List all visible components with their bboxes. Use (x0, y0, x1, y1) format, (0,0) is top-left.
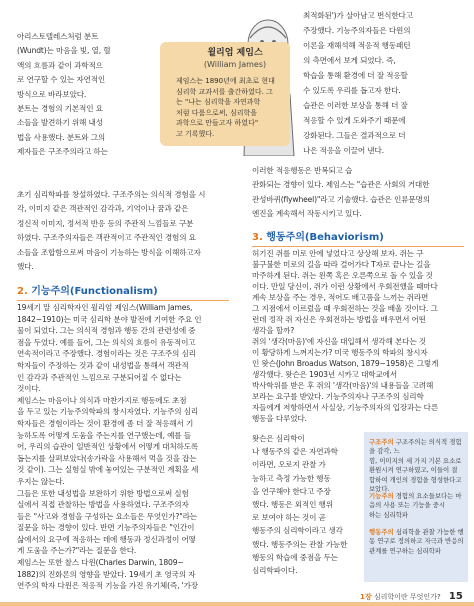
text-line: 1842~1910)는 미국 심리학 분야 발전에 기여한 주요 인 (17, 314, 202, 324)
text-line: 했다. 행동은 외적인 행위 (252, 500, 333, 510)
text-line: 것 같이). 그는 실험실 밖에 놓여있는 구분적인 계획을 세 (17, 465, 199, 475)
glossary-definition-line: 낌, 이미지의 세 가지 기본 요소로 (369, 456, 462, 465)
text-line: 우지는 않는다. (17, 476, 65, 486)
text-line: 인 감각과 주관적인 느낌으로 구분되어질 수 없다는 (17, 372, 182, 382)
text-line: 생각을 할까? (252, 326, 295, 335)
text-line: 행동주의 심리학이라고 생각 (252, 526, 343, 536)
text-line: 마주하게 된다. 쥐는 왼쪽 혹은 오른쪽으로 돌 수 있을 것 (252, 271, 433, 280)
glossary-definition-line: 관계를 연구하는 심리학파 (369, 546, 441, 555)
section-heading-functionalism (17, 282, 229, 301)
text-line: 정신적 이미지, 정서적 반응 등의 주관적 느낌들로 구분 (17, 218, 194, 228)
profile-line: 처럼 다룸으로써, 심리학을 (176, 108, 258, 117)
text-line: 분트는 경험의 기본적인 요 (17, 104, 103, 114)
text-line: 들은 "사고와 경험을 구성하는 요소들은 무엇인가?"라는 (17, 511, 197, 521)
body-text-right-top (303, 8, 465, 158)
text-line: 연속적이라고 주장했다. 경험이라는 것은 구조주의 심리 (17, 349, 196, 359)
profile-line: 제임스는 1890년에 최초로 현대 (176, 77, 275, 85)
text-line: 학자들이 주장하는 것과 같이 내성법을 통해서 객관적 (17, 360, 189, 370)
text-line: 을 두고 있는 기능주의학파의 창시자였다. 기능주의 심리 (17, 407, 199, 417)
text-line: 이 황당하게 느껴지는가? 미국 행동주의 학파의 창시자 (252, 348, 428, 357)
page-footer (360, 591, 463, 602)
text-line: 것이다. (17, 384, 41, 394)
text-line: 행동을 다루었다. (252, 414, 307, 423)
text-line: 학습을 통해 환경에 더 잘 적응할 (303, 71, 408, 80)
text-line: 행동의 학습에 중점을 두는 (252, 552, 338, 562)
text-line: 주장했다. 기능주의자들은 다윈의 (303, 26, 411, 35)
text-line: 연주의 학자 다윈은 적응적 기능을 가진 유기체(즉, '가장 (17, 581, 198, 591)
section-number: 2. (17, 286, 28, 297)
body-text-functionalism (17, 302, 229, 592)
text-line: 삶에서의 요구에 적응하는 데에 행동과 정신과정이 어떻 (17, 534, 196, 544)
text-line: 로 연구할 수 있는 자연적인 (17, 75, 106, 85)
glossary-term: 행동주의 (369, 528, 394, 536)
glossary-definition-line: 합하여 개인의 경험을 형성한다고 (369, 475, 462, 484)
text-line: 제임스는 또한 찰스 다윈(Charles Darwin, 1809~ (17, 558, 184, 568)
text-line: 했다. 행동주의는 관찰 가능한 (252, 539, 348, 549)
text-line: 각, 이미지 같은 객관적인 감각과, 기억이나 꿈과 같은 (17, 204, 189, 214)
text-line: 생각했다. 왓슨은 1903년 시카고 대학교에서 (252, 370, 398, 379)
text-line: 실에서 직접 관찰하는 방법을 사용하였다. 구조주의자 (17, 500, 189, 510)
text-line: 방식으로 바라보았다. (17, 89, 87, 99)
text-line: 불구불한 미로의 길을 따라 걸어가다 T자로 끝나는 길을 (252, 260, 431, 269)
text-line: 초기 심리학파를 창설하였다. 구조주의는 의식적 경험을 시 (17, 190, 206, 199)
glossary-definition-line: 환원시켜 연구하였고, 이들이 결 (369, 466, 458, 475)
text-line: 수 있도록 우리를 돕고자 한다. (303, 86, 401, 95)
glossary-definition-line: 보았다. (369, 485, 390, 494)
text-line: 이론을 재해석해 적응적 행동패턴 (303, 41, 411, 50)
section-title: 기능주의(Functionalism) (31, 286, 158, 297)
text-line: 능하도록 어떻게 도움을 주는지를 연구했는데, 예를 들 (17, 430, 191, 440)
section-heading-behaviorism (252, 228, 464, 247)
text-line: 어, 우리의 습관이 일반적인 상황에서 어떻게 대처하도록 (17, 442, 199, 452)
body-text-habits (252, 164, 464, 222)
profile-line: 과학으로 만들고자 하였다" (176, 119, 259, 127)
profile-description (176, 76, 288, 139)
text-line: 적응할 수 있게 도와주기 때문에 (303, 116, 406, 125)
glossary-entry-behaviorism (369, 528, 465, 556)
text-line: 그들은 또한 내성법을 보완하기 위한 방법으로써 실험 (17, 488, 189, 498)
text-line: 엔진을 계속해서 작동시키고 있다. (252, 209, 362, 219)
text-line: 을 연구해야 한다고 주장 (252, 486, 331, 496)
text-line: 소들을 조합함으로써 마음이 기능하는 방식을 이해하고자 (17, 247, 201, 257)
profile-line: 는 "나는 심리학을 자연과학 (176, 98, 261, 106)
text-line: 습관은 이러한 보상을 통해 더 잘 (303, 101, 408, 110)
glossary-definition-line: 구조주의는 의식적 경험을 감각, 느 (369, 438, 462, 456)
text-line: 하였다. 구조주의자들은 객관적이고 주관적인 경험의 요 (17, 233, 196, 243)
text-line: 심리학파이다. (252, 566, 298, 576)
glossary-entry-functionalism (369, 492, 465, 520)
profile-line: 심리학 교과서를 출간하였다. 그 (176, 87, 273, 96)
text-line: 했다. (17, 262, 34, 272)
body-text-behaviorism (252, 248, 464, 424)
text-line: 쥐의 '생각(마음)'에 자신을 대입해서 생각해 본다는 것 (252, 337, 426, 346)
text-line: 박사학위를 받은 후 쥐의 '생각(마음)'의 내용들을 고려해 (252, 381, 434, 390)
text-line: 소들을 발견하기 위해 내성 (17, 118, 103, 128)
glossary-definition-line: 하는 심리학파 (369, 510, 409, 519)
body-text-left-top (17, 30, 165, 160)
text-line: 점을 두었다. 예를 들어, 그는 의식의 흐름이 유동적이고 (17, 337, 196, 347)
section-number: 3. (252, 232, 263, 243)
body-text-structuralism (17, 188, 229, 274)
text-line: 법을 사용했다. 분트와 그의 (17, 132, 106, 142)
text-line: 자들에게 저항하면서 사실상, 기능주의자의 입장과는 다른 (252, 403, 439, 412)
text-line: 런데 정작 쥐 자신은 우회전하는 방법을 배우면서 어떤 (252, 315, 426, 324)
glossary-definition-line: 경험의 요소들보다는 마 (395, 492, 462, 500)
glossary-term: 기능주의 (369, 492, 394, 500)
text-line: 이다. 만일 당신이, 쥐가 이런 상황에서 우회전했을 때마다 (252, 282, 438, 291)
text-line: 이라면, 오로지 관찰 가 (252, 460, 326, 470)
text-line: 능하고 측정 가능한 행동 (252, 473, 331, 483)
glossary-definition-line: 음의 사용 또는 기능을 중시 (369, 501, 446, 510)
text-line: 물이 되었다. 그는 의식적 경험과 행동 간의 관련성에 중 (17, 326, 196, 336)
text-line: 최적화된')가 살아남고 번식한다고 (303, 11, 413, 20)
text-line: 이러한 적응행동은 반복되고 습 (252, 166, 353, 175)
text-line: 액의 흐름과 같이 과학적으 (17, 60, 103, 70)
glossary-term: 구조주의 (369, 438, 394, 446)
text-line: 계속 보상을 주는 경우, 적어도 배고픔을 느끼는 쥐라면 (252, 293, 429, 302)
text-line: 나은 적응을 이끌어 낸다. (303, 146, 384, 155)
text-line: 그 지점에서 이르렀을 때 우회전하는 것을 배울 것이다. 그 (252, 304, 438, 313)
text-line: 허기진 쥐를 미로 안에 넣었다고 상상해 보자. 쥐는 구 (252, 249, 424, 258)
glossary-definition-line: 동 연구로 정의하고 자극과 반응의 (369, 537, 464, 546)
text-line: 제자들은 구조주의라고 하는 (17, 147, 108, 157)
text-line: 1882)의 진화론의 영향을 받았다. 19세기 초 영국의 자 (17, 569, 196, 579)
body-text-watson (252, 432, 364, 577)
glossary-entry-structuralism (369, 438, 465, 494)
text-line: 의 측면에서 보게 되었다. 즉, (303, 56, 396, 65)
glossary-definition-line: 심리학을 관찰 가능한 행 (395, 528, 464, 536)
profile-line: 고 기록했다. (176, 129, 215, 138)
chapter-title: 심리학이란 무엇인가? (373, 593, 441, 601)
text-line: 19세기 말 심리학자인 윌리엄 제임스(William James, (17, 303, 193, 312)
text-line: 학자들은 경험이라는 것이 환경에 좀 더 잘 적응해서 기 (17, 418, 194, 428)
text-line: 나 행동주의 같은 자연과학 (252, 447, 338, 457)
text-line: 강화된다. 그들은 결과적으로 더 (303, 131, 406, 140)
text-line: 질문을 하는 경향이 있다. 반면 기능주의자들은 "인간이 (17, 523, 195, 533)
text-line: 왓슨은 심리학이 (252, 434, 305, 443)
text-line: 제임스는 마음이나 의식과 마찬가지로 행동에도 초점 (17, 395, 187, 405)
text-line: 로 보여야 하는 것이 곧 (252, 513, 326, 523)
text-line: 게 도움을 주는가?"라는 질문을 한다. (17, 546, 137, 556)
text-line: 아리스토텔레스처럼 분트 (17, 32, 99, 41)
page-number: 15 (448, 591, 463, 602)
chapter-label: 1장 (360, 593, 372, 601)
section-title: 행동주의(Behaviorism) (266, 232, 384, 243)
text-line: 관화되는 경향이 있다. 제임스는 "습관은 사회의 거대한 (252, 180, 430, 190)
text-line: 보라는 요구를 받았다. 기능주의자나 구조주의 심리학 (252, 392, 424, 401)
footer-rule (0, 602, 474, 606)
text-line: 돕는지를 살펴보았다(송가락을 사용해서 먹을 것을 잡는 (17, 453, 197, 463)
text-line: 관성바퀴(flywheel)"라고 기술했다. 습관은 인류문명의 (252, 194, 430, 204)
text-line: (Wundt)는 마음을 빛, 열, 혈 (17, 46, 111, 56)
profile-name: 윌리엄 제임스 (207, 48, 263, 58)
text-line: 인 왓슨(John Broadus Watson, 1879~1958)은 그렇게 (252, 359, 439, 368)
profile-name-english: (William James) (203, 60, 267, 69)
